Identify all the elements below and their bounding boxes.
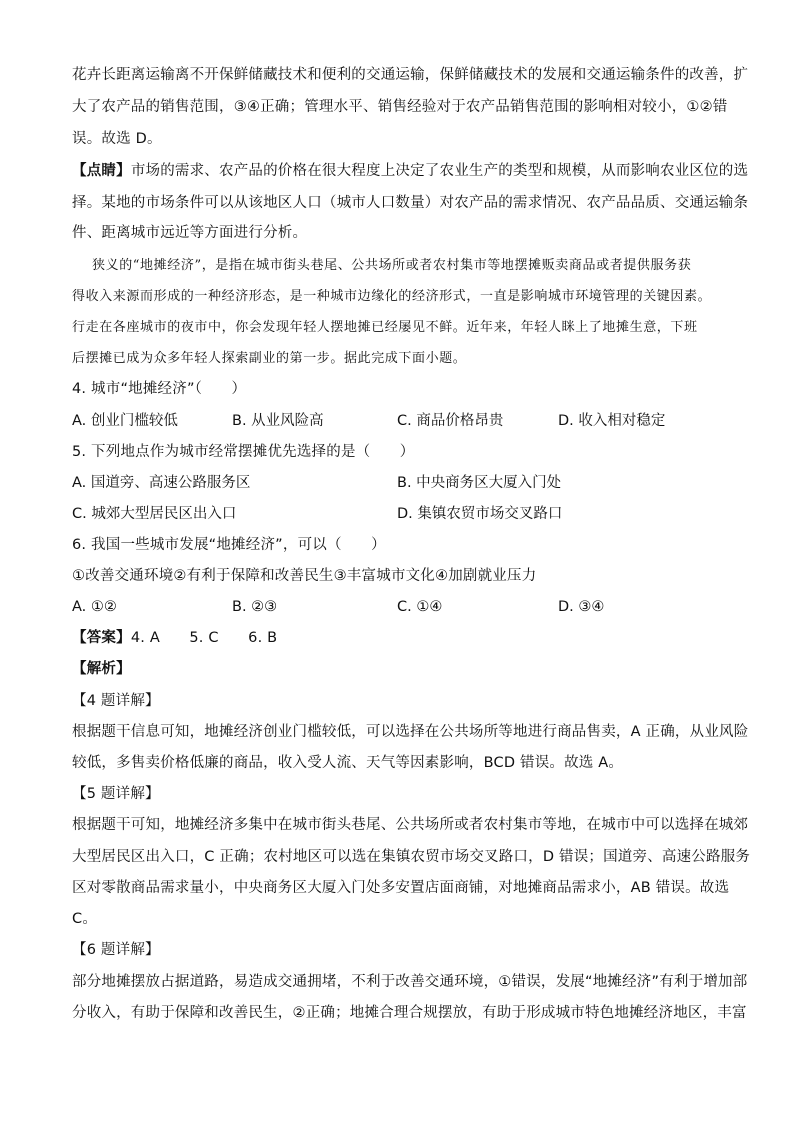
question-5-options-row-2 bbox=[72, 503, 722, 525]
q4-option-c: C. 商品价格昂贵 bbox=[397, 413, 504, 429]
q5-option-b: B. 中央商务区大厦入门处 bbox=[397, 475, 562, 491]
q6-option-a: A. ①② bbox=[72, 599, 117, 615]
q6-option-c: C. ①④ bbox=[397, 599, 443, 615]
detail-4-heading: 【4 题详解】 bbox=[72, 693, 160, 709]
passage-line-3: 行走在各座城市的夜市中，你会发现年轻人摆地摊已经屡见不鲜。近年来，年轻人眯上了地摊生意，下班 bbox=[72, 320, 698, 335]
passage-line-4: 后摆摊已成为众多年轻人探索副业的第一步。据此完成下面小题。 bbox=[72, 351, 467, 366]
q5-option-a: A. 国道旁、高速公路服务区 bbox=[72, 475, 251, 491]
detail-4-line-1: 根据题干信息可知，地摊经济创业门槛较低，可以选择在公共场所等地进行商品售卖，A 正确，从业风险 bbox=[72, 724, 749, 740]
detail-5-heading: 【5 题详解】 bbox=[72, 786, 160, 802]
answer-line bbox=[72, 627, 722, 649]
detail-5-line-3: 区对零散商品需求量小，中央商务区大厦入门处多安置店面商铺，对地摊商品需求小，AB 错误。故选 bbox=[72, 880, 730, 896]
q4-option-a: A. 创业门槛较低 bbox=[72, 413, 178, 429]
detail-5-line-1: 根据题干可知，地摊经济多集中在城市街头巷尾、公共场所或者农村集市等地，在城市中可以选择在城郊 bbox=[72, 817, 749, 833]
question-4-stem: 4. 城市“地摊经济”（ ） bbox=[72, 381, 247, 397]
question-6-items: ①改善交通环境②有利于保障和改善民生③丰富城市文化④加剧就业压力 bbox=[72, 568, 537, 584]
passage-line-1: 狭义的“地摊经济”，是指在城市街头巷尾、公共场所或者农村集市等地摆摊贩卖商品或者提供服务获 bbox=[92, 258, 692, 273]
q4-option-d: D. 收入相对稳定 bbox=[558, 413, 666, 429]
analysis-heading: 【解析】 bbox=[72, 661, 131, 677]
answer-tag: 【答案】 bbox=[72, 630, 131, 646]
answer-text: 4. A 5. C 6. B bbox=[130, 630, 278, 646]
tip-tag: 【点睛】 bbox=[72, 163, 131, 179]
detail-5-line-4: C。 bbox=[72, 911, 98, 927]
tip-line-3: 件、距离城市远近等方面进行分析。 bbox=[72, 225, 308, 241]
q4-option-b: B. 从业风险高 bbox=[232, 413, 324, 429]
q6-option-d: D. ③④ bbox=[558, 599, 605, 615]
q6-option-b: B. ②③ bbox=[232, 599, 278, 615]
carryover-line-1: 花卉长距离运输离不开保鲜储藏技术和便利的交通运输，保鲜储藏技术的发展和交通运输条件的改善，扩 bbox=[72, 67, 749, 83]
question-5-options-row-1 bbox=[72, 472, 722, 494]
tip-text: 市场的需求、农产品的价格在很大程度上决定了农业生产的类型和规模，从而影响农业区位的选 bbox=[130, 163, 749, 179]
detail-6-heading: 【6 题详解】 bbox=[72, 942, 160, 958]
question-4-options bbox=[72, 410, 722, 432]
passage-line-2: 得收入来源而形成的一种经济形态，是一种城市边缘化的经济形式，一直是影响城市环境管理的关键因素。 bbox=[72, 289, 712, 304]
carryover-line-3: 误。故选 D。 bbox=[72, 131, 162, 147]
tip-line-2: 择。某地的市场条件可以从该地区人口（城市人口数量）对农产品的需求情况、农产品品质、交通运输条 bbox=[72, 195, 749, 211]
question-5-stem: 5. 下列地点作为城市经常摆摊优先选择的是（ ） bbox=[72, 444, 415, 460]
q5-option-c: C. 城郊大型居民区出入口 bbox=[72, 506, 237, 522]
detail-6-line-2: 分收入，有助于保障和改善民生，②正确；地摊合理合规摆放，有助于形成城市特色地摊经济地区，丰富 bbox=[72, 1005, 747, 1021]
detail-5-line-2: 大型居民区出入口，C 正确；农村地区可以选在集镇农贸市场交叉路口，D 错误；国道旁、高速公路服务 bbox=[72, 849, 751, 865]
question-6-options bbox=[72, 596, 722, 618]
detail-4-line-2: 较低，多售卖价格低廉的商品，收入受人流、天气等因素影响，BCD 错误。故选 A。 bbox=[72, 755, 624, 771]
detail-6-line-1: 部分地摊摆放占据道路，易造成交通拥堵，不利于改善交通环境，①错误，发展“地摊经济”有利于增加部 bbox=[72, 974, 748, 990]
question-6-stem: 6. 我国一些城市发展“地摊经济”，可以（ ） bbox=[72, 537, 386, 553]
carryover-line-2: 大了农产品的销售范围，③④正确；管理水平、销售经验对于农产品销售范围的影响相对较小，①②错 bbox=[72, 99, 728, 115]
q5-option-d: D. 集镇农贸市场交叉路口 bbox=[397, 506, 563, 522]
tip-line-1 bbox=[72, 160, 749, 182]
